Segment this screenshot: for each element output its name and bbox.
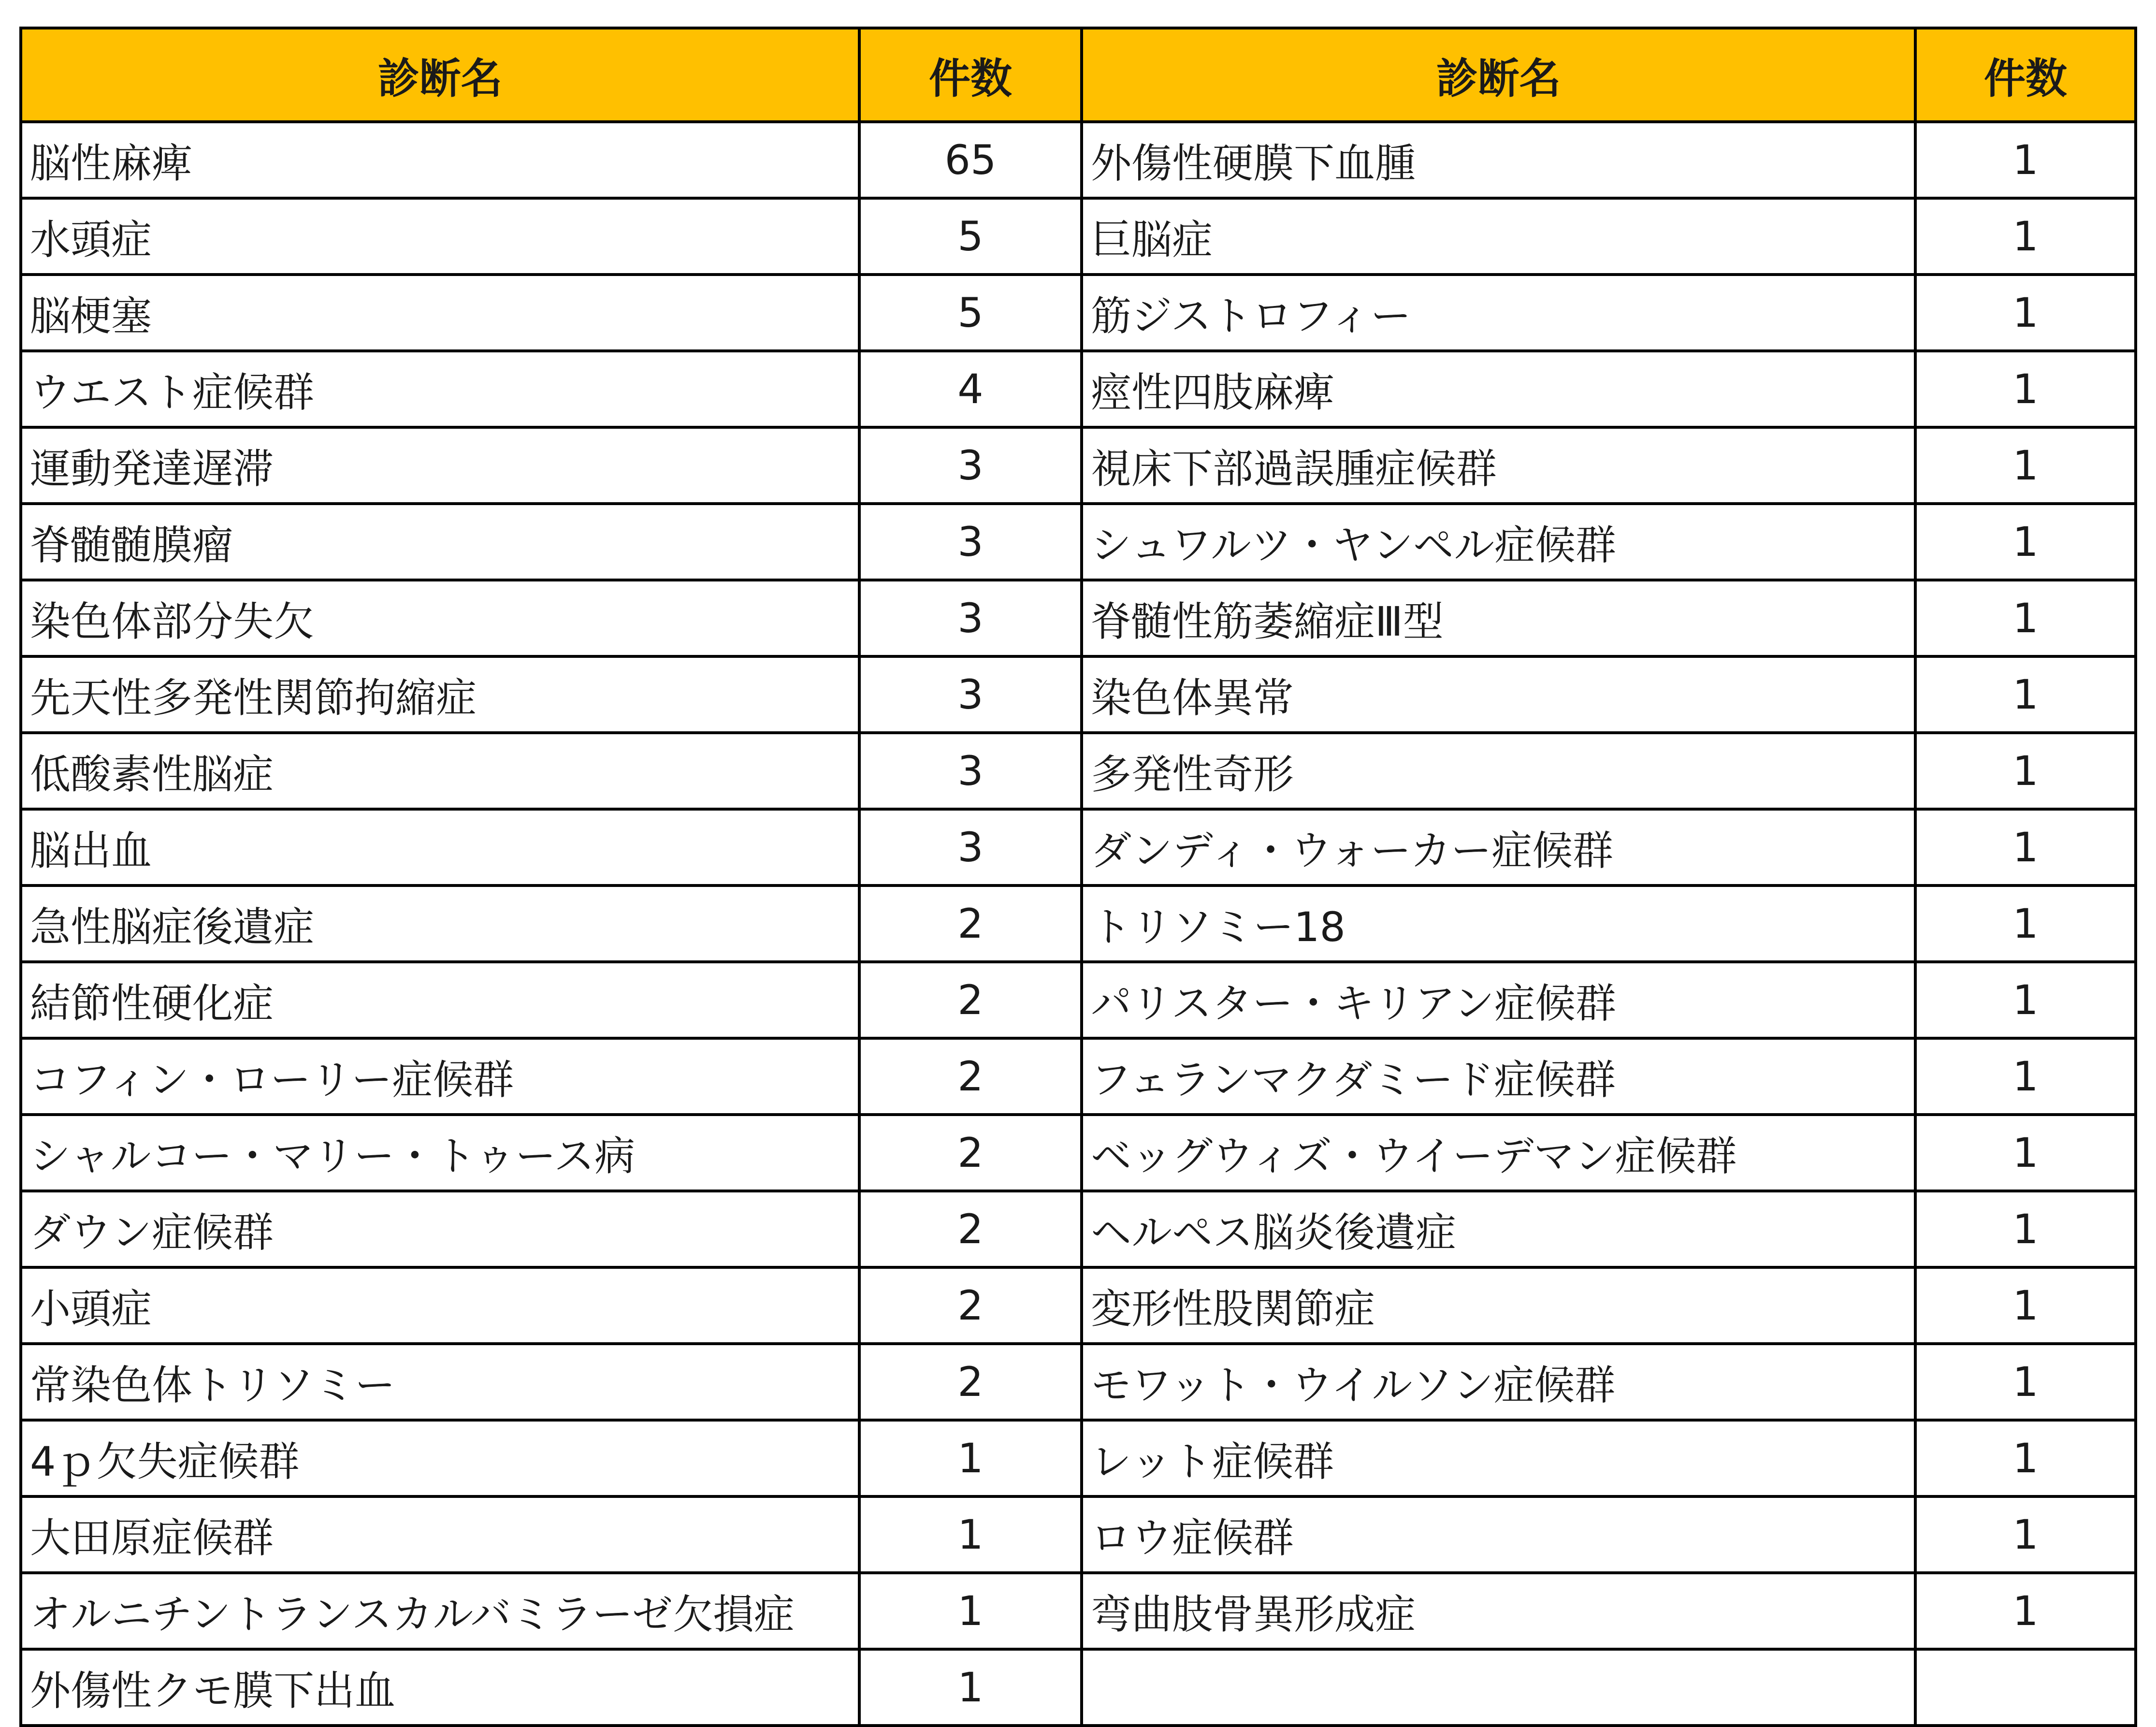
diagnosis-name-cell: 脳性麻痺	[21, 122, 859, 198]
count-cell: 3	[859, 580, 1082, 656]
diagnosis-name-cell: フェランマクダミード症候群	[1082, 1038, 1915, 1115]
diagnosis-name-cell: 脳出血	[21, 809, 859, 885]
header-diagnosis-name-left: 診断名	[21, 28, 859, 122]
table-row	[21, 656, 2136, 733]
count-cell: 1	[859, 1573, 1082, 1649]
count-cell: 5	[859, 275, 1082, 351]
diagnosis-name-cell: 染色体部分失欠	[21, 580, 859, 656]
diagnosis-name-cell: 弯曲肢骨異形成症	[1082, 1573, 1915, 1649]
diagnosis-name-cell: 変形性股関節症	[1082, 1267, 1915, 1344]
table-row	[21, 1496, 2136, 1573]
diagnosis-name-cell: 小頭症	[21, 1267, 859, 1344]
diagnosis-name-cell: 染色体異常	[1082, 656, 1915, 733]
diagnosis-name-cell: 急性脳症後遺症	[21, 885, 859, 962]
diagnosis-name-cell: ヘルペス脳炎後遺症	[1082, 1191, 1915, 1267]
count-cell: 65	[859, 122, 1082, 198]
count-cell: 1	[1915, 809, 2136, 885]
count-cell: 1	[1915, 1115, 2136, 1191]
count-cell: 1	[1915, 351, 2136, 427]
count-cell: 2	[859, 962, 1082, 1038]
count-cell: 3	[859, 656, 1082, 733]
table-row	[21, 504, 2136, 580]
table-row	[21, 1038, 2136, 1115]
diagnosis-name-cell: 常染色体トリソミー	[21, 1344, 859, 1420]
count-cell: 1	[1915, 198, 2136, 275]
count-cell: 1	[1915, 1191, 2136, 1267]
diagnosis-name-cell: 外傷性硬膜下血腫	[1082, 122, 1915, 198]
table-row	[21, 1573, 2136, 1649]
diagnosis-name-cell: 外傷性クモ膜下出血	[21, 1649, 859, 1726]
count-cell: 4	[859, 351, 1082, 427]
count-cell: 3	[859, 427, 1082, 504]
count-cell: 1	[1915, 1420, 2136, 1496]
count-cell: 3	[859, 504, 1082, 580]
header-diagnosis-name-right: 診断名	[1082, 28, 1915, 122]
diagnosis-name-cell: 脳梗塞	[21, 275, 859, 351]
count-cell: 1	[1915, 656, 2136, 733]
diagnosis-name-cell: オルニチントランスカルバミラーゼ欠損症	[21, 1573, 859, 1649]
table-row	[21, 198, 2136, 275]
table-row	[21, 885, 2136, 962]
count-cell: 1	[859, 1496, 1082, 1573]
diagnosis-name-cell: 運動発達遅滞	[21, 427, 859, 504]
diagnosis-name-cell: モワット・ウイルソン症候群	[1082, 1344, 1915, 1420]
diagnosis-name-cell	[1082, 1649, 1915, 1726]
table-row	[21, 1344, 2136, 1420]
count-cell	[1915, 1649, 2136, 1726]
table-row	[21, 580, 2136, 656]
table-row	[21, 733, 2136, 809]
diagnosis-name-cell: シャルコー・マリー・トゥース病	[21, 1115, 859, 1191]
diagnosis-name-cell: 先天性多発性関節拘縮症	[21, 656, 859, 733]
diagnosis-name-cell: 筋ジストロフィー	[1082, 275, 1915, 351]
diagnosis-name-cell: トリソミー18	[1082, 885, 1915, 962]
count-cell: 1	[1915, 1573, 2136, 1649]
diagnosis-name-cell: ウエスト症候群	[21, 351, 859, 427]
diagnosis-name-cell: 脊髄髄膜瘤	[21, 504, 859, 580]
diagnosis-name-cell: レット症候群	[1082, 1420, 1915, 1496]
count-cell: 2	[859, 1344, 1082, 1420]
count-cell: 1	[1915, 1267, 2136, 1344]
header-count-left: 件数	[859, 28, 1082, 122]
count-cell: 2	[859, 1115, 1082, 1191]
diagnosis-name-cell: パリスター・キリアン症候群	[1082, 962, 1915, 1038]
count-cell: 3	[859, 809, 1082, 885]
table-row	[21, 1115, 2136, 1191]
count-cell: 1	[1915, 885, 2136, 962]
table-row	[21, 427, 2136, 504]
table-row	[21, 1420, 2136, 1496]
count-cell: 1	[1915, 122, 2136, 198]
diagnosis-name-cell: 多発性奇形	[1082, 733, 1915, 809]
diagnosis-count-table	[19, 27, 2137, 1727]
table-row	[21, 1191, 2136, 1267]
table-row	[21, 1267, 2136, 1344]
count-cell: 1	[1915, 962, 2136, 1038]
count-cell: 2	[859, 885, 1082, 962]
diagnosis-name-cell: 結節性硬化症	[21, 962, 859, 1038]
diagnosis-name-cell: 低酸素性脳症	[21, 733, 859, 809]
count-cell: 1	[1915, 1344, 2136, 1420]
count-cell: 1	[1915, 504, 2136, 580]
table-row	[21, 809, 2136, 885]
table-row	[21, 351, 2136, 427]
count-cell: 5	[859, 198, 1082, 275]
count-cell: 2	[859, 1267, 1082, 1344]
diagnosis-name-cell: 4ｐ欠失症候群	[21, 1420, 859, 1496]
diagnosis-name-cell: 巨脳症	[1082, 198, 1915, 275]
count-cell: 1	[1915, 580, 2136, 656]
diagnosis-name-cell: ベッグウィズ・ウイーデマン症候群	[1082, 1115, 1915, 1191]
table-row	[21, 275, 2136, 351]
diagnosis-name-cell: ダウン症候群	[21, 1191, 859, 1267]
count-cell: 1	[859, 1420, 1082, 1496]
table-row	[21, 1649, 2136, 1726]
diagnosis-name-cell: 脊髄性筋萎縮症Ⅲ型	[1082, 580, 1915, 656]
diagnosis-name-cell: 視床下部過誤腫症候群	[1082, 427, 1915, 504]
diagnosis-name-cell: コフィン・ローリー症候群	[21, 1038, 859, 1115]
count-cell: 1	[1915, 1496, 2136, 1573]
count-cell: 2	[859, 1191, 1082, 1267]
table-body	[21, 122, 2136, 1726]
diagnosis-name-cell: 痙性四肢麻痺	[1082, 351, 1915, 427]
diagnosis-name-cell: 大田原症候群	[21, 1496, 859, 1573]
count-cell: 1	[859, 1649, 1082, 1726]
count-cell: 1	[1915, 275, 2136, 351]
count-cell: 1	[1915, 427, 2136, 504]
diagnosis-name-cell: ダンディ・ウォーカー症候群	[1082, 809, 1915, 885]
diagnosis-name-cell: 水頭症	[21, 198, 859, 275]
header-count-right: 件数	[1915, 28, 2136, 122]
table-row	[21, 122, 2136, 198]
table-row	[21, 962, 2136, 1038]
count-cell: 2	[859, 1038, 1082, 1115]
table-header-row	[21, 28, 2136, 122]
diagnosis-name-cell: シュワルツ・ヤンペル症候群	[1082, 504, 1915, 580]
count-cell: 3	[859, 733, 1082, 809]
diagnosis-name-cell: ロウ症候群	[1082, 1496, 1915, 1573]
count-cell: 1	[1915, 733, 2136, 809]
count-cell: 1	[1915, 1038, 2136, 1115]
